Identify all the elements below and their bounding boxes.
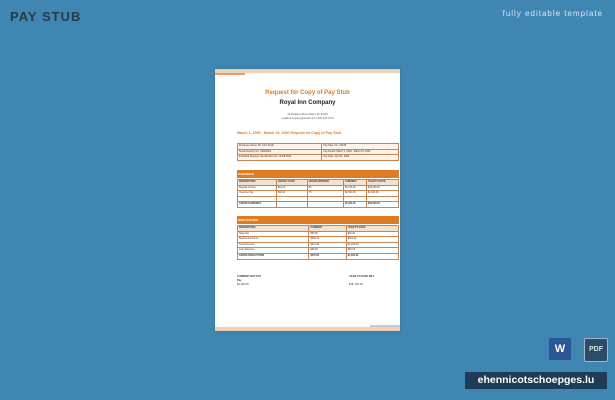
employee-info-table: [237, 143, 399, 161]
address-line: 42 Parklane Drive Miami, FL 33133: [287, 113, 328, 116]
table-cell: $50.00: [309, 231, 346, 237]
net-pay-label: CURRENT NET PAY: [237, 275, 262, 278]
table-cell: $1,200.00: [346, 242, 398, 248]
table-cell: GROSS EARNINGS: [238, 202, 277, 208]
table-cell: $301.00: [346, 237, 398, 243]
table-cell: Medical Insurance: [238, 237, 309, 243]
column-header: HOURS WORKED: [307, 180, 343, 186]
document-title: Request for Copy of Pay Stub: [265, 90, 350, 96]
table-cell: $2,625.00: [343, 202, 366, 208]
table-cell: Overtime Pay: [238, 191, 277, 197]
table-cell: $19,500.00: [366, 202, 398, 208]
table-row: [238, 155, 399, 161]
pay-period-heading: March 1, 2050 - March 15, 2050 Request for Copy of Pay Stub: [237, 131, 342, 135]
page-title: PAY STUB: [10, 9, 82, 24]
column-header: DESCRIPTION: [238, 180, 277, 186]
table-cell: $45.00: [309, 248, 346, 254]
table-cell: $1,500.00: [343, 191, 366, 197]
table-cell: 75: [307, 191, 343, 197]
ytd-net-summary: [349, 275, 374, 287]
table-cell: $475.00: [309, 253, 346, 259]
table-cell: Individual Taxpayer Identification No: 12345 6543: [238, 155, 322, 161]
table-cell: $210.00: [309, 242, 346, 248]
net-pay-value: $2,150.00: [237, 283, 249, 286]
table-cell: Pay Date: April 31, 2050: [322, 155, 399, 161]
table-cell: State Tax: [238, 231, 309, 237]
website-banner: ehennicotschoepges.lu: [465, 372, 607, 389]
net-pay-summary: [237, 275, 261, 287]
earnings-total-row: [238, 202, 399, 208]
word-file-icon[interactable]: W: [549, 338, 571, 360]
company-name: Royal Inn Company: [279, 100, 336, 106]
deductions-table: [237, 225, 399, 260]
table-cell: $51.00: [346, 231, 398, 237]
table-cell: $18,000.00: [366, 185, 398, 191]
table-cell: [307, 202, 343, 208]
document-bottom-bar: [215, 327, 400, 331]
ytd-net-value: $18, 100.00: [349, 283, 363, 286]
ytd-net-label: YEAR TO DATE NET: [349, 275, 374, 278]
table-cell: 80: [307, 185, 343, 191]
table-cell: $1,500.00: [366, 191, 398, 197]
column-header: CURRENT: [309, 226, 346, 232]
table-cell: GROSS DEDUCTIONS: [238, 253, 309, 259]
column-header: CURRENT: [343, 180, 366, 186]
column-header: DESCRIPTION: [238, 226, 309, 232]
table-cell: $1,600.00: [346, 253, 398, 259]
deductions-total-row: [238, 253, 399, 259]
document-top-accent: [215, 73, 245, 75]
table-cell: Employee Name: Mr. John Smith: [238, 144, 322, 150]
table-cell: Regular Income: [238, 185, 277, 191]
table-cell: $1,125.00: [343, 185, 366, 191]
table-cell: $300.00: [309, 237, 346, 243]
table-cell: Loan Payment: [238, 248, 309, 254]
table-cell: Social Security No.: 09000001: [238, 149, 322, 155]
table-cell: $45.00: [346, 248, 398, 254]
company-address: [215, 113, 400, 121]
template-tagline: fully editable template: [502, 9, 603, 18]
table-cell: [276, 202, 307, 208]
table-cell: Pay Date: No.: 00115: [322, 144, 399, 150]
earnings-heading: EARNINGS: [237, 170, 399, 178]
table-cell: $12.00: [276, 185, 307, 191]
net-pay-sub: Pay: [237, 279, 242, 282]
deductions-heading: DEDUCTIONS: [237, 216, 399, 224]
pay-stub-document: [215, 69, 400, 331]
column-header: YEAR TO DATE: [366, 180, 398, 186]
table-cell: $18.00: [276, 191, 307, 197]
table-cell: Pay Period: March 1, 2050 - March 15, 2050: [322, 149, 399, 155]
earnings-table: [237, 179, 399, 208]
table-cell: Social Security: [238, 242, 309, 248]
pdf-file-icon[interactable]: PDF: [584, 338, 608, 362]
column-header: HOURLY RATE: [276, 180, 307, 186]
column-header: YEAR TO DATE: [346, 226, 398, 232]
contact-line: royalinncompany@email.com | 305 444 7270: [281, 117, 334, 120]
